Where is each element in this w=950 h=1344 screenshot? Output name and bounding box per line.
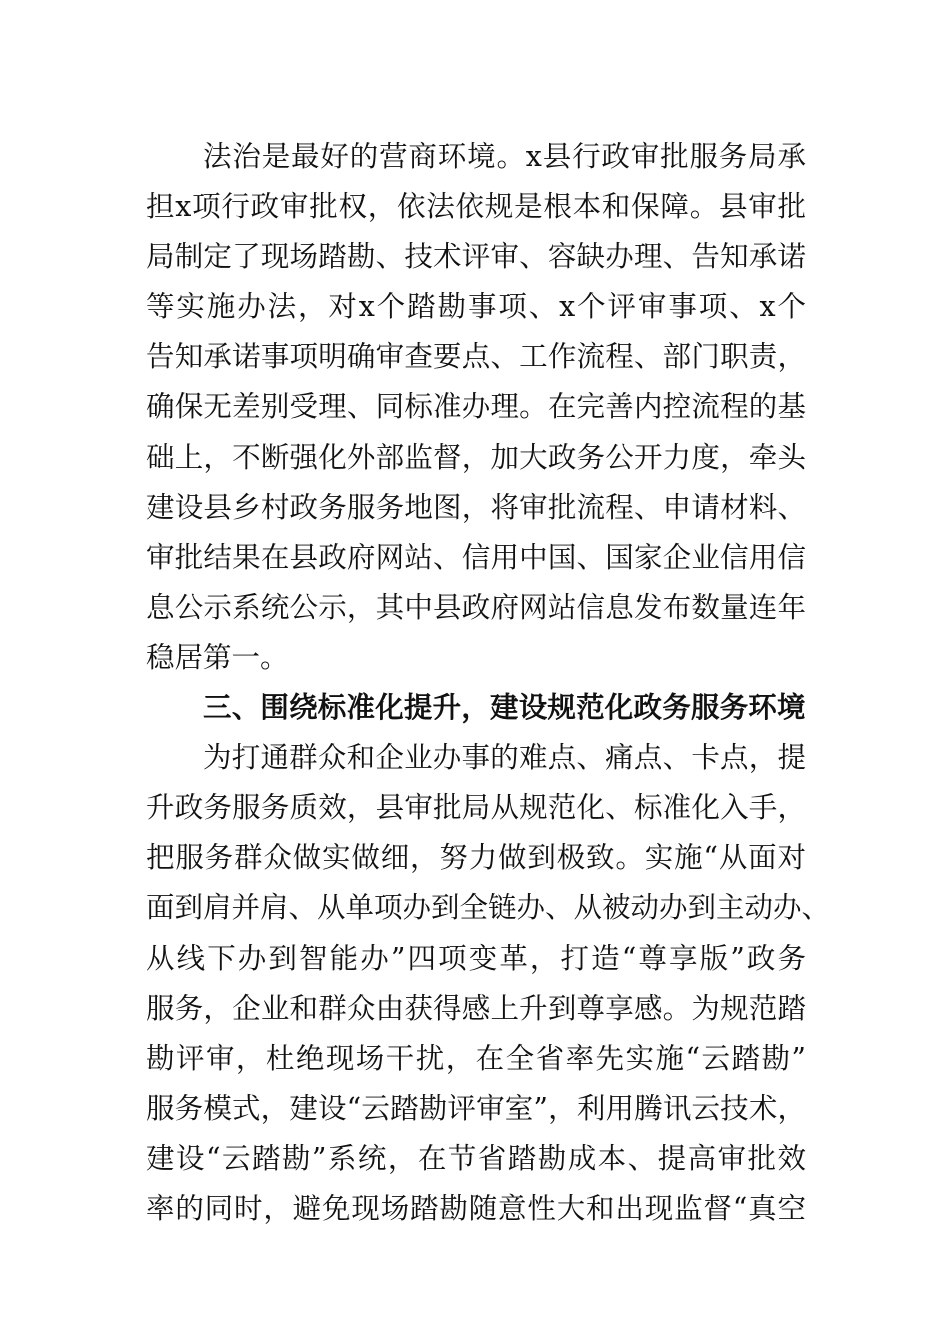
text-line: 服务模式，建设“云踏勘评审室”，利用腾讯云技术， (146, 1091, 806, 1125)
text-line: 等实施办法，对x个踏勘事项、x个评审事项、x个 (146, 290, 806, 324)
text-line: 确保无差别受理、同标准办理。在完善内控流程的基 (146, 390, 806, 424)
text-line: 从线下办到智能办”四项变革，打造“尊享版”政务 (146, 941, 806, 975)
text-line: 建设“云踏勘”系统，在节省踏勘成本、提高审批效 (146, 1141, 806, 1175)
text-line: 担x项行政审批权，依法依规是根本和保障。县审批 (146, 190, 806, 224)
text-line: 勘评审，杜绝现场干扰，在全省率先实施“云踏勘” (146, 1041, 806, 1075)
section-heading: 三、围绕标准化提升，建设规范化政务服务环境 (203, 691, 806, 725)
paragraph-standardization (146, 733, 831, 1234)
document-body (146, 132, 831, 1234)
text-line: 把服务群众做实做细，努力做到极致。实施“从面对 (146, 841, 806, 875)
text-line: 面到肩并肩、从单项办到全链办、从被动办到主动办、 (146, 891, 831, 925)
text-line: 告知承诺事项明确审查要点、工作流程、部门职责， (146, 340, 806, 374)
text-line: 率的同时，避免现场踏勘随意性大和出现监督“真空 (146, 1191, 806, 1225)
text-line: 审批结果在县政府网站、信用中国、国家企业信用信 (146, 540, 806, 574)
text-line: 息公示系统公示，其中县政府网站信息发布数量连年 (146, 590, 806, 624)
text-line: 服务，企业和群众由获得感上升到尊享感。为规范踏 (146, 991, 806, 1025)
paragraph-rule-of-law (146, 132, 806, 683)
text-line: 局制定了现场踏勘、技术评审、容缺办理、告知承诺 (146, 240, 806, 274)
text-line: 为打通群众和企业办事的难点、痛点、卡点，提 (203, 741, 806, 775)
text-line: 础上，不断强化外部监督，加大政务公开力度，牵头 (146, 440, 806, 474)
text-line: 稳居第一。 (146, 640, 289, 674)
text-line: 升政务服务质效，县审批局从规范化、标准化入手， (146, 791, 806, 825)
text-line: 建设县乡村政务服务地图，将审批流程、申请材料、 (146, 490, 806, 524)
text-line: 法治是最好的营商环境。x县行政审批服务局承 (203, 140, 806, 173)
